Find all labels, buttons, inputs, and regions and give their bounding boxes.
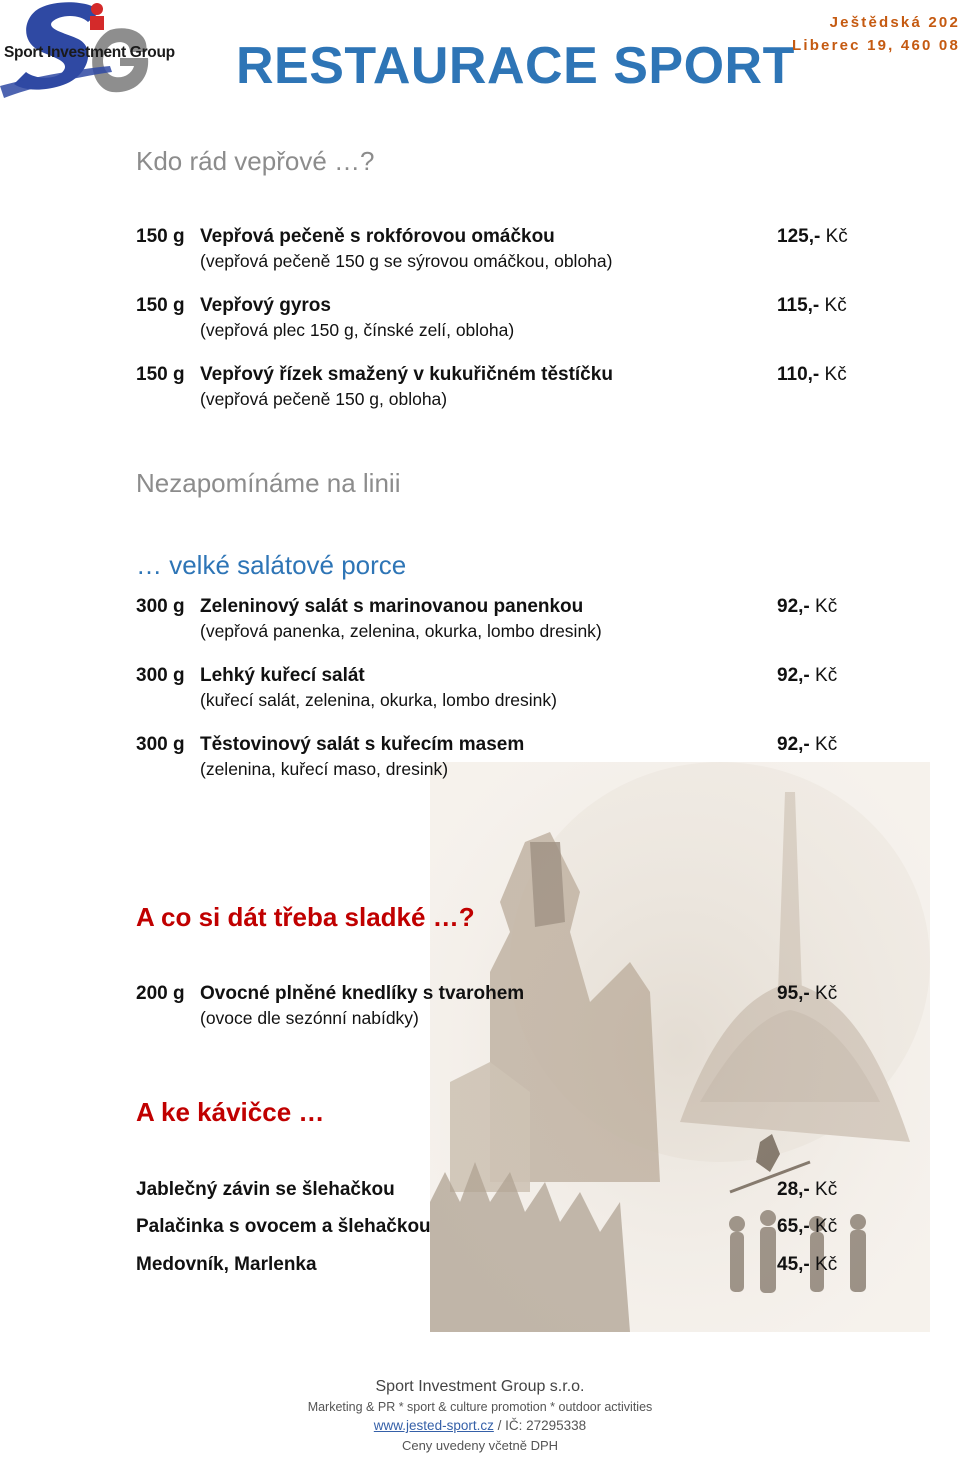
item-price: 92,- Kč [777, 734, 838, 755]
menu-item [136, 1216, 876, 1242]
menu-item [136, 734, 876, 784]
section-heading-pork: Kdo rád vepřové …? [136, 146, 375, 176]
item-quantity: 300 g [136, 734, 185, 755]
item-price: 95,- Kč [777, 983, 838, 1004]
menu-item [136, 596, 876, 646]
item-quantity: 300 g [136, 596, 185, 617]
item-name: Zeleninový salát s marinovanou panenkou [200, 596, 584, 617]
item-quantity: 300 g [136, 665, 185, 686]
section-heading-salads: … velké salátové porce [136, 550, 407, 580]
jested-vintage-photo [430, 762, 930, 1332]
menu-item [136, 364, 876, 414]
item-name: Jablečný závin se šlehačkou [136, 1179, 395, 1200]
item-description: (ovoce dle sezónní nabídky) [200, 1008, 419, 1028]
item-price: 92,- Kč [777, 665, 838, 686]
item-description: (vepřová pečeně 150 g, obloha) [200, 389, 448, 409]
footer-ico: / IČ: 27295338 [497, 1418, 587, 1433]
footer-contact [0, 1418, 960, 1433]
item-price: 125,- Kč [777, 226, 848, 247]
footer-note: Ceny uvedeny včetně DPH [401, 1438, 559, 1453]
menu-item [136, 1179, 876, 1205]
section-heading-sweet: A co si dát třeba sladké …? [136, 902, 475, 932]
item-name: Lehký kuřecí salát [200, 665, 365, 686]
footer-company: Sport Investment Group s.r.o. [375, 1378, 585, 1395]
item-name: Vepřová pečeně s rokfórovou omáčkou [200, 226, 555, 247]
logo-text: Sport Investment Group [4, 44, 175, 61]
item-quantity: 150 g [136, 364, 185, 385]
item-description: (zelenina, kuřecí maso, dresink) [200, 759, 449, 779]
item-price: 65,- Kč [777, 1216, 838, 1237]
item-name: Vepřový řízek smažený v kukuřičném těstíčku [200, 364, 613, 385]
item-name: Ovocné plněné knedlíky s tvarohem [200, 983, 525, 1004]
item-description: (vepřová plec 150 g, čínské zelí, obloha) [200, 320, 515, 340]
item-price: 115,- Kč [777, 295, 847, 316]
menu-item [136, 1254, 876, 1280]
address-street: Ještědská 202 [829, 14, 960, 31]
item-price: 92,- Kč [777, 596, 838, 617]
item-description: (vepřová pečeně 150 g se sýrovou omáčkou, obloha) [200, 251, 613, 271]
item-price: 45,- Kč [777, 1254, 838, 1275]
menu-item [136, 665, 876, 715]
menu-item [136, 983, 876, 1033]
item-name: Palačinka s ovocem a šlehačkou [136, 1216, 431, 1237]
item-price: 28,- Kč [777, 1179, 838, 1200]
item-name: Medovník, Marlenka [136, 1254, 317, 1275]
item-quantity: 150 g [136, 226, 185, 247]
item-description: (vepřová panenka, zelenina, okurka, lombo dresink) [200, 621, 602, 641]
page-title: RESTAURACE SPORT [236, 37, 795, 95]
section-heading-line: Nezapomínáme na linii [136, 468, 401, 498]
item-price: 110,- Kč [777, 364, 847, 385]
footer-website-link[interactable]: www.jested-sport.cz [373, 1418, 494, 1433]
item-description: (kuřecí salát, zelenina, okurka, lombo dresink) [200, 690, 557, 710]
item-quantity: 150 g [136, 295, 185, 316]
item-quantity: 200 g [136, 983, 185, 1004]
item-name: Vepřový gyros [200, 295, 331, 316]
item-name: Těstovinový salát s kuřecím masem [200, 734, 525, 755]
section-heading-coffee: A ke kávičce … [136, 1097, 325, 1127]
menu-item [136, 295, 876, 345]
menu-item [136, 226, 876, 276]
footer-tagline: Marketing & PR * sport & culture promotion * outdoor activities [307, 1400, 653, 1414]
address-city: Liberec 19, 460 08 [791, 37, 960, 54]
